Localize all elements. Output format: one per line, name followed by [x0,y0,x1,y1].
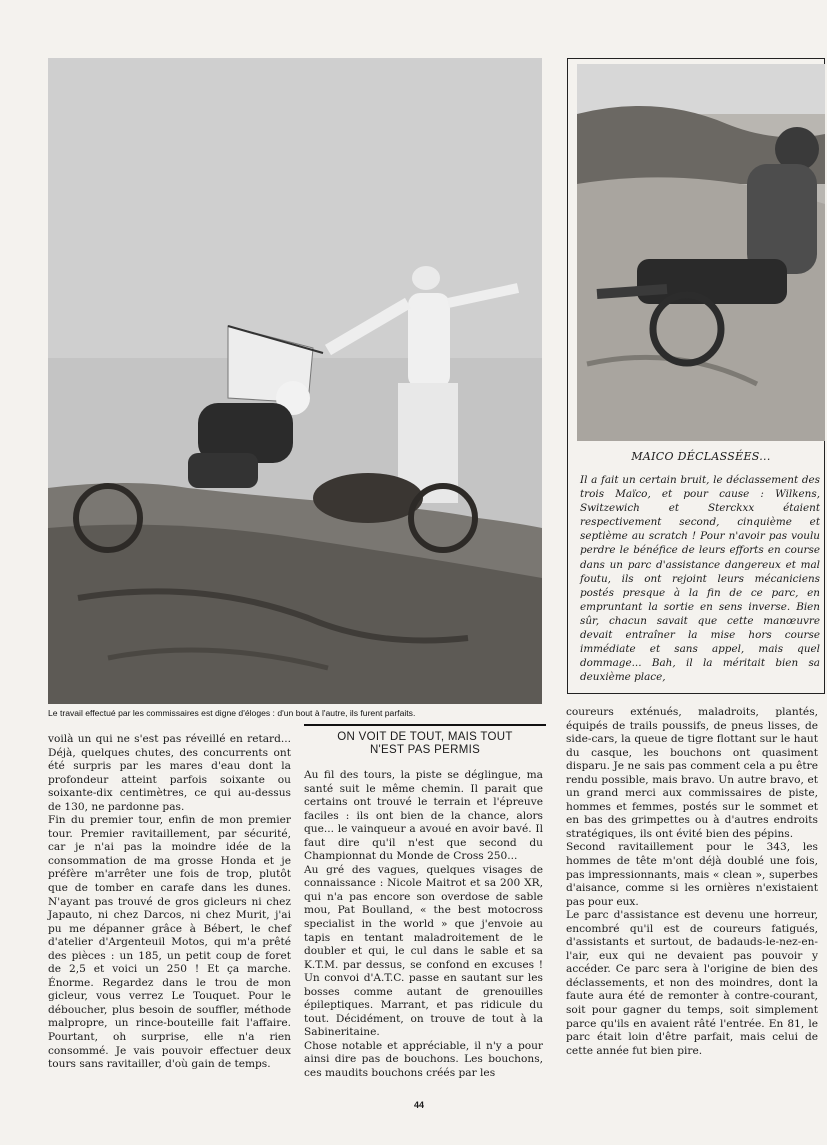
article-column-3 [566,706,818,1058]
paragraph: Chose notable et appréciable, il n'y a pour ainsi dire pas de bouchons. Les bouchons, ces maudits bouchons créés par les [304,1039,543,1080]
sidebar-text: Il a fait un certain bruit, le déclassement des trois Maïco, et pour cause : Wilkens, Switzewich et Sterckxx étaient respectivement second, cinquième et septième au scratch ! Pour n'avoir pas voulu perdre le bénéfice de leurs efforts en course dans un parc d'assistance dangereux et mal foutu, ils ont rejoint leurs mécaniciens postés presque à la fin de ce parc, en empruntant la sortie en sens inverse. Bien sûr, chacun savait que cette manœuvre devait entraîner la mise hors course immédiate et sans appel, mais quel dommage... Bah, il la méritait bien sa deuxième place, [580,474,820,684]
main-photo [48,58,542,704]
paragraph: coureurs exténués, maladroits, plantés, équipés de trails poussifs, de pneus lisses, de side-cars, la queue de tigre flottant sur le haut du casque, les bouchons ont quasiment disparu. Je ne sais pas comment cela a pu être rendu possible, mais bravo. Un autre bravo, et un grand merci aux commissaires de piste, hommes et femmes, postés sur le sommet et en bas des grimpettes ou à d'autres endroits stratégiques, ils ont évité bien des pépins. [566,706,818,840]
paragraph: Fin du premier tour, enfin de mon premier tour. Premier ravitaillement, par sécurité, car je n'ai pas la moindre idée de la consommation de ma grosse Honda et je préfère m'arrêter une fois de trop, plutôt que de tomber en carafe dans les dunes. N'ayant pas trouvé de gros gicleurs ni chez Japauto, ni chez Darcos, ni chez Murit, j'ai pu me dépanner grâce à Bébert, le chef d'atelier d'Argenteuil Motos, qui m'a prêté des pièces : un 185, un petit coup de foret de 2,5 et voici un 250 ! Et ça marche. Énorme. Regardez dans le trou de mon gicleur, vous verrez Le Touquet. Pour le déboucher, plus besoin de souffler, méthode malpropre, un rince-bouteille fait l'affaire. Pourtant, oh surprise, elle n'a rien consommé. Je vais pouvoir effectuer deux tours sans ravitailler, d'où gain de temps. [48,814,291,1071]
side-photo-illustration [577,64,825,441]
paragraph: Au fil des tours, la piste se déglingue, ma santé suit le même chemin. Il parait que certains ont trouvé le terrain et l'épreuve faciles : ils ont bien de la chance, alors que... le vainqueur a avoué en avoir bavé. Il faut dire qu'il n'est que second du Championnat du Monde de Cross 250... [304,769,543,863]
headline-line-1: ON VOIT DE TOUT, MAIS TOUT [337,731,513,743]
article-column-2 [304,769,543,1081]
paragraph: Le parc d'assistance est devenu une horreur, encombré qu'il est de coureurs fatigués, d'assistants et surtout, de badauds-le-nez-en-l'air, eux qui ne devaient pas pouvoir y accéder. Ce parc sera à l'origine de bien des déclassements, et non des moindres, dont la faute aura été de remonter à contre-courant, soit pour gagner du temps, soit simplement parce qu'ils en avaient râté l'entrée. En 81, le parc était loin d'être parfait, mais celui de cette année fut bien pire. [566,909,818,1057]
side-photo [577,64,825,441]
paragraph: Au gré des vagues, quelques visages de connaissance : Nicole Maitrot et sa 200 XR, qui n'a pas encore son overdose de sable mou, Pat Boulland, « the best motocross specialist in the world » que j'envoie au tapis en tentant maladroitement de le doubler et qui, le cul dans le sable et sa K.T.M. par dessus, se confond en excuses ! Un convoi d'A.T.C. passe en sautant sur les bosses comme autant de grenouilles épileptiques. Marrant, et pas ridicule du tout. Décidément, on trouve de tout à la Sabineritaine. [304,863,543,1039]
paragraph: Second ravitaillement pour le 343, les hommes de tête m'ont déjà doublé une fois, pas impressionnants, mais « clean », superbes d'aisance, comme si les ornières n'existaient pas pour eux. [566,841,818,908]
main-photo-illustration [48,58,542,704]
article-column-1 [48,733,291,1072]
page-number: 44 [413,1100,424,1110]
section-headline [304,724,546,757]
sidebar-title: MAICO DÉCLASSÉES... [631,450,771,463]
main-photo-caption: Le travail effectué par les commissaires est digne d'éloges : d'un bout à l'autre, ils furent parfaits. [48,708,416,718]
paragraph: voilà un qui ne s'est pas réveillé en retard... Déjà, quelques chutes, des concurrents ont été surpris par les mares d'eau dont la profondeur atteint parfois soixante ou soixante-dix centimètres, ce qui au-dessus de 130, ne pardonne pas. [48,733,291,813]
headline-line-2: N'EST PAS PERMIS [369,744,481,756]
